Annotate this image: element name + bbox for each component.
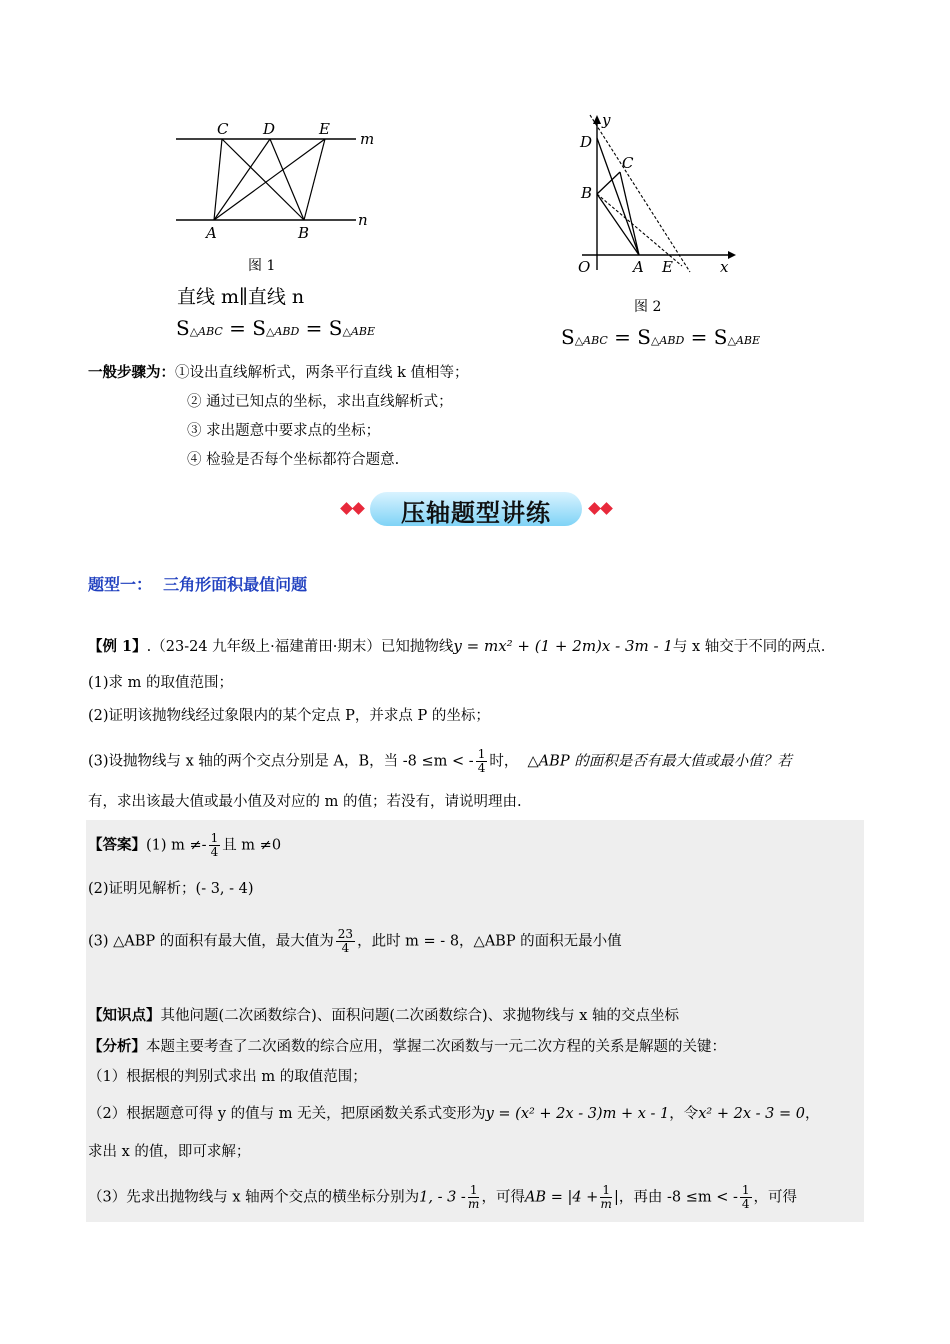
area-s: S: [637, 325, 651, 349]
figure-2-area-equation: S△ABC = S△ABD = S△ABE: [561, 325, 761, 349]
example-tag: 【例 1】: [88, 638, 147, 655]
diamond-icon: [600, 502, 613, 515]
fraction-numerator: 1: [477, 747, 486, 761]
question-3-continued: 有，求出该最大值或最小值及对应的 m 的值；若没有，请说明理由.: [88, 794, 522, 810]
fraction-denominator: 4: [477, 761, 486, 775]
analysis-ab-expression: AB = |4 +: [524, 1189, 599, 1206]
label-e: E: [319, 120, 330, 138]
fraction: [476, 748, 488, 775]
segment-ac: [214, 139, 222, 220]
label-n: n: [358, 211, 368, 229]
label-m: m: [360, 130, 375, 148]
diamond-icon: [588, 502, 601, 515]
fraction: [468, 1184, 480, 1211]
analysis-formula-1: y = (x² + 2x - 3)m + x - 1: [485, 1106, 670, 1122]
fraction-denominator: 4: [341, 941, 350, 955]
question-3: [88, 748, 792, 775]
analysis-point-2-a: （2）根据题意可得 y 的值与 m 无关，把原函数关系式变形为: [88, 1106, 486, 1122]
analysis-point-2-b: ，令: [669, 1106, 699, 1122]
fraction-numerator: 23: [337, 927, 354, 941]
area-s: S: [713, 325, 728, 349]
figure-2-caption: 图 2: [634, 299, 662, 315]
label-y: y: [602, 111, 611, 129]
label-o: O: [578, 258, 591, 276]
fraction-numerator: 1: [602, 1183, 610, 1197]
steps-line-1: [88, 362, 469, 384]
segment-bc: [222, 139, 304, 220]
fraction-numerator: 1: [741, 1183, 750, 1197]
fraction-denominator: m: [467, 1197, 480, 1211]
label-e: E: [662, 258, 673, 276]
label-b: B: [298, 224, 310, 242]
knowledge-text: 其他问题(二次函数综合)、面积问题(二次函数综合)、求抛物线与 x 轴的交点坐标: [160, 1008, 680, 1024]
fraction-denominator: 4: [210, 845, 219, 859]
area-sub-abe: △ABE: [727, 334, 761, 347]
answer-1-post: 且 m ≠0: [222, 837, 282, 854]
area-s: S: [176, 316, 190, 340]
step-2: ② 通过已知点的坐标，求出直线解析式；: [187, 394, 453, 410]
question-3-part-b: 时，: [489, 753, 519, 770]
analysis-roots: 1, - 3 -: [419, 1189, 466, 1206]
question-3-part-c: △ABP 的面积是否有最大值或最小值？若: [527, 753, 792, 770]
analysis-point-3-c: ，再由 -8 ≤m < -: [618, 1189, 738, 1206]
knowledge-points: [88, 1005, 679, 1027]
answer-3: [88, 928, 622, 955]
line-ca: [620, 172, 639, 255]
segment-be: [304, 139, 325, 220]
label-b: B: [581, 184, 593, 202]
label-x: x: [720, 258, 729, 276]
label-c: C: [622, 154, 634, 172]
question-2: (2)证明该抛物线经过象限内的某个定点 P，并求点 P 的坐标；: [88, 708, 490, 724]
analysis-point-1: （1）根据根的判别式求出 m 的取值范围；: [88, 1069, 367, 1085]
area-s: S: [328, 316, 343, 340]
knowledge-tag: 【知识点】: [88, 1007, 161, 1024]
analysis-point-2-continued: 求出 x 的值，即可求解；: [88, 1144, 251, 1160]
analysis-point-2-c: ，: [804, 1106, 820, 1122]
segment-ae: [214, 139, 325, 220]
diamond-icon: [352, 502, 365, 515]
example-statement: [88, 635, 825, 658]
section-banner: [336, 490, 618, 530]
analysis-text: 本题主要考查了二次函数的综合应用，掌握二次函数与一元二次方程的关系是解题的关键：: [146, 1039, 726, 1055]
analysis-point-2: [88, 1103, 819, 1125]
fraction: [209, 832, 221, 859]
example-tail: 与 x 轴交于不同的两点.: [672, 639, 826, 655]
step-4: ④ 检验是否每个坐标都符合题意.: [187, 452, 400, 468]
label-c: C: [217, 120, 229, 138]
dashed-line-de: [590, 115, 690, 272]
section-title: 题型一： 三角形面积最值问题: [88, 575, 308, 594]
fraction-denominator: m: [600, 1197, 612, 1211]
analysis-point-3-d: ，可得: [753, 1189, 798, 1206]
fraction-numerator: 1: [469, 1183, 478, 1197]
answer-3-post: ，此时 m = - 8，△ABP 的面积无最小值: [357, 933, 622, 950]
segment-bd: [270, 139, 304, 220]
analysis-tag: 【分析】: [88, 1038, 146, 1055]
steps-heading: 一般步骤为：: [88, 364, 175, 381]
fraction: [600, 1184, 612, 1211]
question-3-part-a: (3)设抛物线与 x 轴的两个交点分别是 A，B，当 -8 ≤m < -: [88, 753, 474, 770]
area-sub-abd: △ABD: [266, 325, 300, 338]
figure-1-area-equation: S△ABC = S△ABD = S△ABE: [176, 316, 376, 340]
area-sub-abe: △ABE: [342, 325, 376, 338]
label-a: A: [206, 224, 217, 242]
analysis-point-3-b: ，可得: [481, 1189, 525, 1206]
label-d: D: [263, 120, 276, 138]
analysis-point-3: [88, 1184, 797, 1211]
banner-title: 压轴题型讲练: [401, 499, 551, 527]
analysis-intro: [88, 1036, 726, 1058]
answer-3-pre: (3) △ABP 的面积有最大值，最大值为: [88, 933, 334, 950]
area-s: S: [252, 316, 266, 340]
label-a: A: [633, 258, 644, 276]
answer-tag: 【答案】: [88, 836, 146, 854]
fraction: [740, 1184, 752, 1211]
answer-1: [88, 832, 281, 859]
step-1: ①设出直线解析式，两条平行直线 k 值相等；: [175, 365, 469, 381]
fraction: [336, 928, 355, 955]
answer-1-pre: (1) m ≠-: [146, 837, 207, 854]
analysis-formula-2: x² + 2x - 3 = 0: [698, 1106, 805, 1122]
example-formula: y = mx² + (1 + 2m)x - 3m - 1: [453, 637, 673, 655]
area-sub-abc: △ABC: [189, 325, 223, 338]
y-axis-arrow: [593, 115, 601, 124]
label-d: D: [580, 133, 593, 151]
figure-1-diagram: [168, 115, 388, 250]
question-1: (1)求 m 的取值范围；: [88, 675, 234, 691]
figure-1-caption: 图 1: [248, 258, 276, 274]
segment-ad: [214, 139, 270, 220]
analysis-ab-end: |: [613, 1189, 619, 1206]
analysis-point-3-a: （3）先求出抛物线与 x 轴两个交点的横坐标分别为: [88, 1189, 420, 1206]
example-source: .（23-24 九年级上·福建莆田·期末）已知抛物线: [146, 639, 454, 655]
area-sub-abd: △ABD: [651, 334, 685, 347]
figure-1-statement: 直线 m∥直线 n: [177, 286, 305, 308]
answer-2: (2)证明见解析；(- 3, - 4): [88, 881, 254, 897]
diamond-icon: [340, 502, 353, 515]
fraction-denominator: 4: [741, 1197, 750, 1211]
x-axis-arrow: [728, 251, 736, 259]
area-sub-abc: △ABC: [574, 334, 608, 347]
figure-2-diagram: [560, 110, 740, 280]
area-s: S: [561, 325, 575, 349]
fraction-numerator: 1: [210, 831, 219, 845]
step-3: ③ 求出题意中要求点的坐标；: [187, 423, 381, 439]
